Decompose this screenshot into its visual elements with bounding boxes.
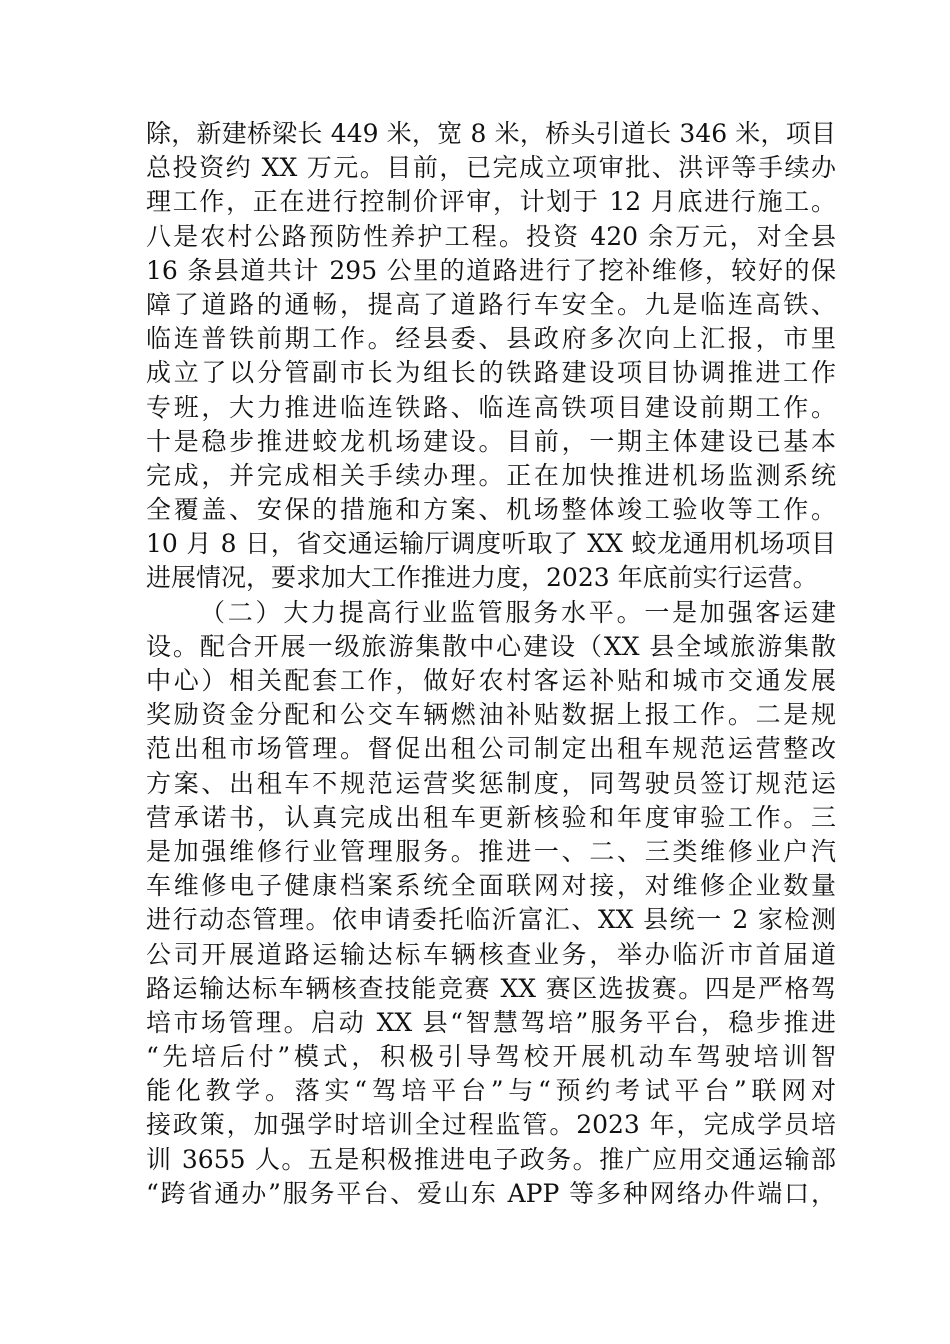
text-line: 全覆盖、安保的措施和方案、机场整体竣工验收等工作。 xyxy=(146,495,836,525)
text-line: 进行动态管理。依申请委托临沂富汇、XX 县统一 2 家检测 xyxy=(146,905,836,935)
text-line: 范出租市场管理。督促出租公司制定出租车规范运营整改 xyxy=(146,734,836,764)
text-line: 能化教学。落实“驾培平台”与“预约考试平台”联网对 xyxy=(146,1076,836,1106)
text-line: 是加强维修行业管理服务。推进一、二、三类维修业户汽 xyxy=(146,836,836,866)
text-line: 专班，大力推进临连铁路、临连高铁项目建设前期工作。 xyxy=(146,392,836,422)
text-line: 设。配合开展一级旅游集散中心建设（XX 县全域旅游集散 xyxy=(146,631,836,661)
text-line: 障了道路的通畅，提高了道路行车安全。九是临连高铁、 xyxy=(146,289,836,319)
text-line: 完成，并完成相关手续办理。正在加快推进机场监测系统 xyxy=(146,460,836,490)
text-line: “跨省通办”服务平台、爱山东 APP 等多种网络办件端口， xyxy=(146,1178,836,1208)
text-line: 训 3655 人。五是积极推进电子政务。推广应用交通运输部 xyxy=(146,1144,836,1174)
section-heading-line: （二）大力提高行业监管服务水平。一是加强客运建 xyxy=(200,597,836,627)
text-line: 10 月 8 日，省交通运输厅调度听取了 XX 蛟龙通用机场项目 xyxy=(146,529,836,559)
text-line: 十是稳步推进蛟龙机场建设。目前，一期主体建设已基本 xyxy=(146,426,836,456)
text-line: 16 条县道共计 295 公里的道路进行了挖补维修，较好的保 xyxy=(146,255,836,285)
text-line: 理工作，正在进行控制价评审，计划于 12 月底进行施工。 xyxy=(146,187,836,217)
text-line: 总投资约 XX 万元。目前，已完成立项审批、洪评等手续办 xyxy=(146,153,836,183)
text-line: 奖励资金分配和公交车辆燃油补贴数据上报工作。二是规 xyxy=(146,700,836,730)
text-line: 接政策，加强学时培训全过程监管。2023 年，完成学员培 xyxy=(146,1110,836,1140)
text-line: 营承诺书，认真完成出租车更新核验和年度审验工作。三 xyxy=(146,802,836,832)
text-line: 公司开展道路运输达标车辆核查业务，举办临沂市首届道 xyxy=(146,939,836,969)
document-body xyxy=(146,117,836,1211)
text-line: 车维修电子健康档案系统全面联网对接，对维修企业数量 xyxy=(146,871,836,901)
text-line: “先培后付”模式，积极引导驾校开展机动车驾驶培训智 xyxy=(146,1042,836,1072)
text-line: 进展情况，要求加大工作推进力度，2023 年底前实行运营。 xyxy=(146,563,818,593)
text-line: 路运输达标车辆核查技能竞赛 XX 赛区选拔赛。四是严格驾 xyxy=(146,973,836,1003)
text-line: 八是农村公路预防性养护工程。投资 420 余万元，对全县 xyxy=(146,221,836,251)
text-line: 中心）相关配套工作，做好农村客运补贴和城市交通发展 xyxy=(146,666,836,695)
text-line: 方案、出租车不规范运营奖惩制度，同驾驶员签订规范运 xyxy=(146,768,836,798)
text-line: 培市场管理。启动 XX 县“智慧驾培”服务平台，稳步推进 xyxy=(146,1007,836,1037)
text-line: 除，新建桥梁长 449 米，宽 8 米，桥头引道长 346 米，项目 xyxy=(146,119,836,148)
text-line: 成立了以分管副市长为组长的铁路建设项目协调推进工作 xyxy=(146,358,836,388)
text-line: 临连普铁前期工作。经县委、县政府多次向上汇报，市里 xyxy=(146,324,836,354)
